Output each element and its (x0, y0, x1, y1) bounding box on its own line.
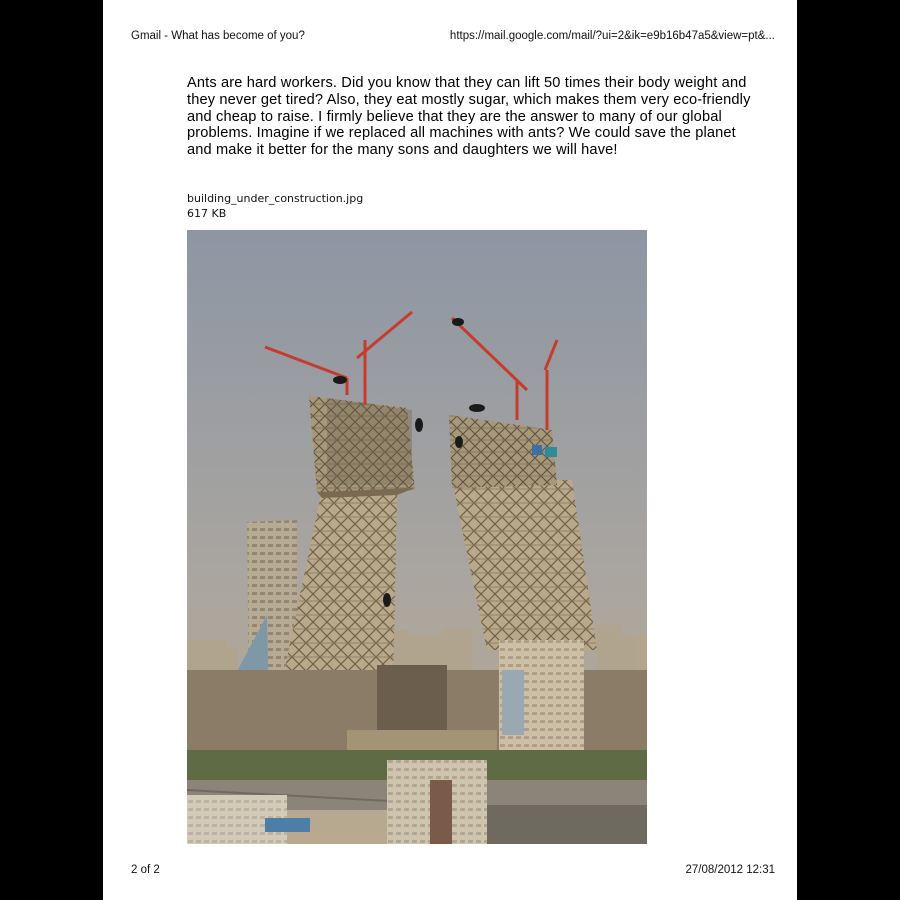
print-page (103, 0, 797, 900)
print-footer-page: 2 of 2 (131, 864, 160, 876)
email-body-text: Ants are hard workers. Did you know that they can lift 50 times their body weight and they never get tired? Also, they eat mostly sugar, which makes them very eco-friendly and cheap to raise. I firmly believe that they are the answer to many of our global problems. Imagine if we replaced all machines with ants? We could save the planet and make it better for the many sons and daughters we will have! (187, 75, 751, 159)
print-header-title: Gmail - What has become of you? (131, 30, 305, 42)
attachment-image[interactable] (187, 230, 647, 844)
print-footer-datetime: 27/08/2012 12:31 (685, 864, 775, 876)
attachment-filename[interactable]: building_under_construction.jpg (187, 192, 364, 205)
attachment-size: 617 KB (187, 207, 227, 220)
print-header-url[interactable]: https://mail.google.com/mail/?ui=2&ik=e9b16b47a5&view=pt&... (449, 30, 775, 42)
